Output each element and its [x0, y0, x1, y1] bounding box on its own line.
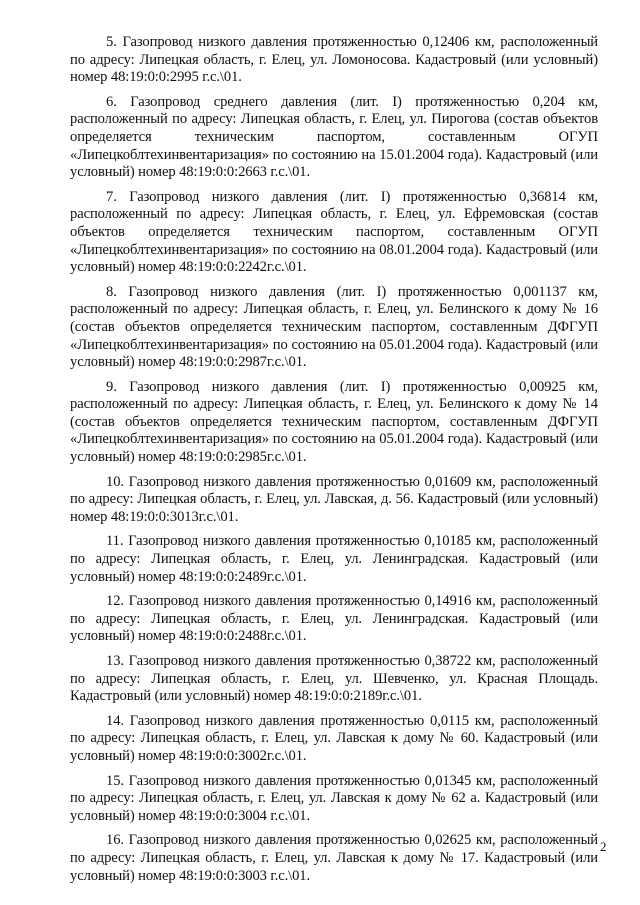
item-text: Газопровод низкого давления (лит. I) протяженностью 0,36814 км, расположенный по адресу: Липецкая область, г. Елец, ул. Ефремовская (состав объектов определяется техническим паспортом, составленным ОГУП «Липецкоблтехинвентаризация» по состоянию на 08.01.2004 года). Кадастровый (или условный) номер 48:19:0:0:2242г.с.\01. — [70, 188, 598, 276]
list-item — [70, 773, 598, 826]
item-number: 8. — [106, 283, 117, 300]
item-number: 14. — [106, 712, 124, 729]
item-number: 7. — [106, 188, 117, 205]
list-item — [70, 94, 598, 182]
list-item — [70, 379, 598, 467]
item-number: 15. — [106, 772, 124, 789]
item-text: Газопровод низкого давления протяженностью 0,14916 км, расположенный по адресу: Липецкая область, г. Елец, ул. Ленинградская. Кадастровый (или условный) номер 48:19:0:0:2488г.с.\01. — [70, 593, 598, 645]
item-text: Газопровод низкого давления протяженностью 0,01345 км, расположенный по адресу: Липецкая область, г. Елец, ул. Лавская к дому № 62 а. Кадастровый (или условный) номер 48:19:0:0:3004 г.с.\01. — [70, 772, 598, 824]
item-text: Газопровод низкого давления протяженностью 0,01609 км, расположенный по адресу: Липецкая область, г. Елец, ул. Лавская, д. 56. Кадастровый (или условный) номер 48:19:0:0:3013г.с.\01. — [70, 473, 598, 525]
list-item — [70, 832, 598, 885]
item-number: 9. — [106, 378, 117, 395]
item-text: Газопровод низкого давления протяженностью 0,38722 км, расположенный по адресу: Липецкая область, г. Елец, ул. Шевченко, ул. Красная Площадь. Кадастровый (или условный) номер 48:19:0:0:2189г.с.\01. — [70, 653, 598, 705]
item-text: Газопровод среднего давления (лит. I) протяженностью 0,204 км, расположенный по адресу: Липецкая область, г. Елец, ул. Пирогова (состав объектов определяется техническим паспортом, составленным ОГУП «Липецкоблтехинвентаризация» по состоянию на 15.01.2004 года). Кадастровый (или условный) номер 48:19:0:0:2663 г.с.\01. — [70, 93, 598, 181]
item-number: 13. — [106, 653, 124, 669]
list-item — [70, 653, 598, 706]
page-number: 2 — [600, 839, 607, 854]
item-number: 10. — [106, 473, 124, 490]
item-number: 6. — [106, 93, 117, 110]
list-item — [70, 474, 598, 527]
list-item — [70, 284, 598, 372]
list-item — [70, 593, 598, 646]
document-body — [70, 34, 598, 892]
item-text: Газопровод низкого давления (лит. I) протяженностью 0,00925 км, расположенный по адресу: Липецкая область, г. Елец, ул. Белинского к дому № 14 (состав объектов определяется техническим паспортом, составленным ДФГУП «Липецкоблтехинвентаризация» по состоянию на 05.01.2004 года). Кадастровый (или условный) номер 48:19:0:0:2985г.с.\01. — [70, 378, 598, 466]
list-item — [70, 533, 598, 586]
list-item — [70, 34, 598, 87]
item-text: Газопровод низкого давления протяженностью 0,02625 км, расположенный по адресу: Липецкая область, г. Елец, ул. Лавская к дому № 17. Кадастровый (или условный) номер 48:19:0:0:3003 г.с.\01. — [70, 832, 598, 884]
item-text: Газопровод низкого давления протяженностью 0,0115 км, расположенный по адресу: Липецкая область, г. Елец, ул. Лавская к дому № 60. Кадастровый (или условный) номер 48:19:0:0:3002г.с.\01. — [70, 712, 598, 764]
item-text: Газопровод низкого давления протяженностью 0,10185 км, расположенный по адресу: Липецкая область, г. Елец, ул. Ленинградская. Кадастровый (или условный) номер 48:19:0:0:2489г.с.\01. — [70, 533, 598, 585]
item-number: 11. — [106, 533, 124, 550]
list-item — [70, 713, 598, 766]
list-item — [70, 189, 598, 277]
item-text: Газопровод низкого давления протяженностью 0,12406 км, расположенный по адресу: Липецкая область, г. Елец, ул. Ломоносова. Кадастровый (или условный) номер 48:19:0:0:2995 г.с.\01. — [70, 34, 598, 86]
item-number: 16. — [106, 832, 124, 849]
item-number: 5. — [106, 34, 117, 50]
item-number: 12. — [106, 593, 124, 610]
item-text: Газопровод низкого давления (лит. I) протяженностью 0,001137 км, расположенный по адресу: Липецкая область, г. Елец, ул. Белинского к дому № 16 (состав объектов определяется техническим паспортом, составленным ДФГУП «Липецкоблтехинвентаризация» по состоянию на 05.01.2004 года). Кадастровый (или условный) номер 48:19:0:0:2987г.с.\01. — [70, 283, 598, 371]
